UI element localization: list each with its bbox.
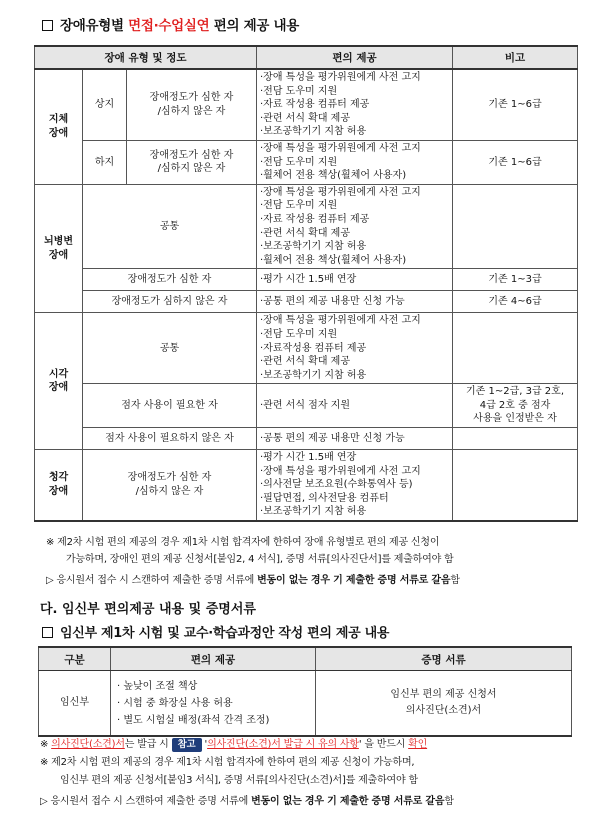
- table-row: [35, 269, 578, 291]
- list-item: ·보조공학기기 지참 허용: [260, 241, 367, 253]
- list-item: ·공통 편의 제공 내용만 신청 가능: [260, 296, 405, 308]
- checkbox-icon: [42, 20, 53, 31]
- list-item: ·보조공학기기 지참 허용: [260, 506, 367, 518]
- pregnancy-accommodation-table: [38, 646, 572, 737]
- note-cell: [453, 313, 578, 384]
- note1-line2: 가능하며, 장애인 편의 제공 신청서[붙임2, 4 서식], 증명 서류[의사진단서]를 제출하여야 함: [66, 554, 454, 565]
- degree-cell: 장애정도가 심한 자: [83, 269, 257, 291]
- note-cell: [453, 450, 578, 521]
- note-cell: 기존 1~6급: [453, 69, 578, 140]
- table-row: [35, 313, 578, 384]
- disability-accommodation-table: [34, 45, 578, 522]
- items-cell: [111, 671, 316, 737]
- list-item: ·휠체어 전용 책상(휠체어 사용자): [260, 170, 407, 182]
- confirm-link[interactable]: 확인: [408, 739, 428, 750]
- list-item: ·관련 서식 점자 지원: [260, 399, 350, 411]
- list-item: ·전담 도우미 지원: [260, 200, 338, 212]
- section2-title: 임신부 제1차 시험 및 교수·학습과정안 작성 편의 제공 내용: [42, 622, 389, 641]
- items-cell: [257, 313, 453, 384]
- note2-line4: ▷ 응시원서 접수 시 스캔하여 제출한 증명 서류에 변동이 없는 경우 기 제출한 증명 서류로 갈음함: [40, 796, 454, 807]
- list-item: ·장애 특성을 평가위원에게 사전 고지: [260, 315, 421, 327]
- degree-cell: 점자 사용이 필요한 자: [83, 384, 257, 428]
- table-header-row: [39, 647, 572, 671]
- list-item: · 높낮이 조절 책상: [117, 680, 198, 692]
- header-docs: 증명 서류: [316, 647, 572, 671]
- section1-title: [42, 14, 299, 34]
- table-header-row: [35, 46, 578, 69]
- header-accommodation: 편의 제공: [257, 46, 453, 69]
- items-cell: [257, 269, 453, 291]
- table-row: [35, 291, 578, 313]
- degree-cell: 장애정도가 심한 자 /심하지 않은 자: [127, 69, 257, 140]
- list-item: ·장애 특성을 평가위원에게 사전 고지: [260, 186, 421, 198]
- list-item: · 시험 중 화장실 사용 허용: [117, 697, 233, 709]
- doc-item: 의사진단(소견)서: [405, 705, 482, 716]
- list-item: ·관련 서식 확대 제공: [260, 112, 350, 124]
- list-item: ·자료작성용 컴퓨터 제공: [260, 342, 367, 354]
- degree-cell: 점자 사용이 필요하지 않은 자: [83, 428, 257, 450]
- list-item: ·평가 시간 1.5배 연장: [260, 452, 357, 464]
- degree-cell: 장애정도가 심한 자 /심하지 않은 자: [127, 140, 257, 184]
- list-item: ·보조공학기기 지참 허용: [260, 369, 367, 381]
- table-row: [35, 184, 578, 269]
- header-accommodation: 편의 제공: [111, 647, 316, 671]
- list-item: ·장애 특성을 평가위원에게 사전 고지: [260, 142, 421, 154]
- note1-line3: ▷ 응시원서 접수 시 스캔하여 제출한 증명 서류에 변동이 없는 경우 기 제출한 증명 서류로 갈음함: [46, 575, 460, 586]
- note-cell: 기존 1~3급: [453, 269, 578, 291]
- list-item: ·자료 작성용 컴퓨터 제공: [260, 213, 370, 225]
- doc-item: 임신부 편의 제공 신청서: [390, 689, 497, 700]
- list-item: · 별도 시험실 배정(좌석 간격 조정): [117, 714, 270, 726]
- note2-line1: ※ 의사진단(소견)서는 발급 시 참고 '의사진단(소견)서 발급 시 유의 사항' 을 반드시 확인: [40, 739, 428, 750]
- doctor-note-link[interactable]: 의사진단(소견)서: [51, 739, 125, 750]
- section1-title-prefix: 장애유형별: [60, 18, 129, 34]
- table-row: [35, 69, 578, 140]
- doctor-note-guide-link[interactable]: 의사진단(소견)서 발급 시 유의 사항: [207, 739, 359, 750]
- note-cell: [453, 428, 578, 450]
- note-cell: 기존 1~2급, 3급 2호, 4급 2호 중 점자 사용을 인정받은 자: [453, 384, 578, 428]
- degree-cell: 공통: [83, 184, 257, 269]
- items-cell: [257, 291, 453, 313]
- checkbox-icon: [42, 627, 53, 638]
- table-row: [35, 140, 578, 184]
- items-cell: [257, 428, 453, 450]
- items-cell: [257, 140, 453, 184]
- sub-type: 하지: [83, 140, 127, 184]
- section2-heading: 다. 임신부 편의제공 내용 및 증명서류: [40, 602, 256, 617]
- category-cell: 임신부: [39, 671, 111, 737]
- items-cell: [257, 450, 453, 521]
- list-item: ·필답면접, 의사전달용 컴퓨터: [260, 492, 389, 504]
- note2-line2: ※ 제2차 시험 편의 제공의 경우 제1차 시험 합격자에 한하여 편의 제공 신청이 가능하며,: [40, 757, 415, 768]
- list-item: ·휠체어 전용 책상(휠체어 사용자): [260, 254, 407, 266]
- list-item: ·공통 편의 제공 내용만 신청 가능: [260, 432, 405, 444]
- note2-line3: 임신부 편의 제공 신청서[붙임3 서식], 증명 서류[의사진단(소견)서]를 제출하여야 함: [60, 775, 418, 786]
- note-cell: [453, 184, 578, 269]
- list-item: ·보조공학기기 지참 허용: [260, 126, 367, 138]
- note-cell: 기존 4~6급: [453, 291, 578, 313]
- reference-tag: 참고: [172, 738, 202, 752]
- table-row: [35, 384, 578, 428]
- table-row: [35, 450, 578, 521]
- section1-title-suffix: 편의 제공 내용: [209, 18, 300, 34]
- section1-title-highlight: 면접·수업실연: [128, 18, 210, 34]
- list-item: ·장애 특성을 평가위원에게 사전 고지: [260, 465, 421, 477]
- degree-cell: 장애정도가 심한 자 /심하지 않은 자: [83, 450, 257, 521]
- list-item: ·의사전달 보조요원(수화통역사 등): [260, 479, 413, 491]
- group-name: 청각 장애: [35, 450, 83, 521]
- docs-cell: [316, 671, 572, 737]
- list-item: ·전담 도우미 지원: [260, 328, 338, 340]
- items-cell: [257, 69, 453, 140]
- header-type: 장애 유형 및 정도: [35, 46, 257, 69]
- list-item: ·장애 특성을 평가위원에게 사전 고지: [260, 72, 421, 83]
- sub-type: 상지: [83, 69, 127, 140]
- note-cell: 기존 1~6급: [453, 140, 578, 184]
- list-item: ·자료 작성용 컴퓨터 제공: [260, 99, 370, 111]
- list-item: ·평가 시간 1.5배 연장: [260, 274, 357, 286]
- note1-line1: ※ 제2차 시험 편의 제공의 경우 제1차 시험 합격자에 한하여 장애 유형별로 편의 제공 신청이: [46, 537, 440, 548]
- degree-cell: 장애정도가 심하지 않은 자: [83, 291, 257, 313]
- list-item: ·관련 서식 확대 제공: [260, 356, 350, 368]
- table-row: [35, 428, 578, 450]
- items-cell: [257, 184, 453, 269]
- table-row: [39, 671, 572, 737]
- list-item: ·전담 도우미 지원: [260, 156, 338, 168]
- header-note: 비고: [453, 46, 578, 69]
- group-name: 뇌병변 장애: [35, 184, 83, 313]
- items-cell: [257, 384, 453, 428]
- group-name: 지체 장애: [35, 69, 83, 184]
- list-item: ·관련 서식 확대 제공: [260, 227, 350, 239]
- header-category: 구분: [39, 647, 111, 671]
- degree-cell: 공통: [83, 313, 257, 384]
- list-item: ·전담 도우미 지원: [260, 85, 338, 97]
- group-name: 시각 장애: [35, 313, 83, 450]
